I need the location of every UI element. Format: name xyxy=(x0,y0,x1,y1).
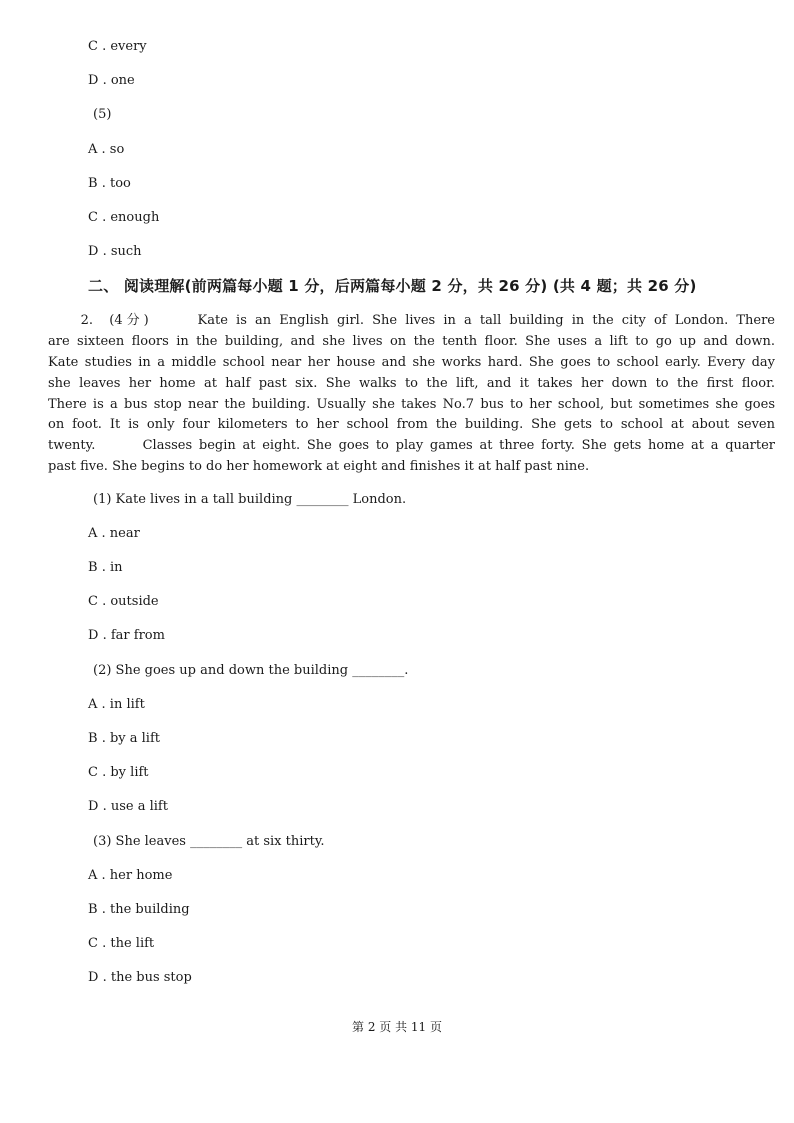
section-heading: 二、 阅读理解(前两篇每小题 1 分，后两篇每小题 2 分，共 26 分) (共 4 题；共 26 分) xyxy=(88,277,697,295)
option-a: A . near xyxy=(88,526,140,541)
question-stem: (2) She goes up and down the building ________. xyxy=(93,663,409,678)
option-b: B . by a lift xyxy=(88,731,161,746)
passage-line: on foot. It is only four kilometers to her school from the building. She gets to school at about seven xyxy=(48,417,775,433)
reading-passage xyxy=(48,311,775,478)
passage-line: past five. She begins to do her homework at eight and finishes it at half past nine. xyxy=(48,459,590,475)
option-d: D . use a lift xyxy=(88,799,168,814)
passage-line: 2. (4分) Kate is an English girl. She lives in a tall building in the city of London. There xyxy=(48,313,775,328)
option-a: A . so xyxy=(88,142,125,157)
question-stem: (1) Kate lives in a tall building ________ London. xyxy=(93,492,407,507)
option-b: B . in xyxy=(88,560,123,575)
option-d: D . one xyxy=(88,73,135,88)
option-d: D . far from xyxy=(88,628,165,643)
question-number: (5) xyxy=(93,107,112,122)
option-c: C . enough xyxy=(88,210,160,225)
option-b: B . the building xyxy=(88,902,190,917)
option-d: D . such xyxy=(88,244,142,259)
question-stem: (3) She leaves ________ at six thirty. xyxy=(93,834,325,849)
passage-line: are sixteen floors in the building, and she lives on the tenth floor. She uses a lift to go up and down. xyxy=(48,333,775,349)
passage-line: There is a bus stop near the building. Usually she takes No.7 bus to her school, but sometimes she goes xyxy=(48,396,775,412)
passage-line: Kate studies in a middle school near her house and she works hard. She goes to school early. Every day xyxy=(48,354,775,370)
option-a: A . in lift xyxy=(88,697,145,712)
option-c: C . every xyxy=(88,39,147,54)
option-d: D . the bus stop xyxy=(88,970,192,985)
option-c: C . the lift xyxy=(88,936,155,951)
option-c: C . outside xyxy=(88,594,159,609)
option-a: A . her home xyxy=(88,868,173,883)
option-c: C . by lift xyxy=(88,765,149,780)
passage-line: she leaves her home at half past six. She walks to the lift, and it takes her down to the first floor. xyxy=(48,375,775,391)
option-b: B . too xyxy=(88,176,131,191)
passage-line: twenty. Classes begin at eight. She goes to play games at three forty. She gets home at a quarter xyxy=(48,438,775,454)
page-footer: 第 2 页 共 11 页 xyxy=(352,1020,442,1034)
